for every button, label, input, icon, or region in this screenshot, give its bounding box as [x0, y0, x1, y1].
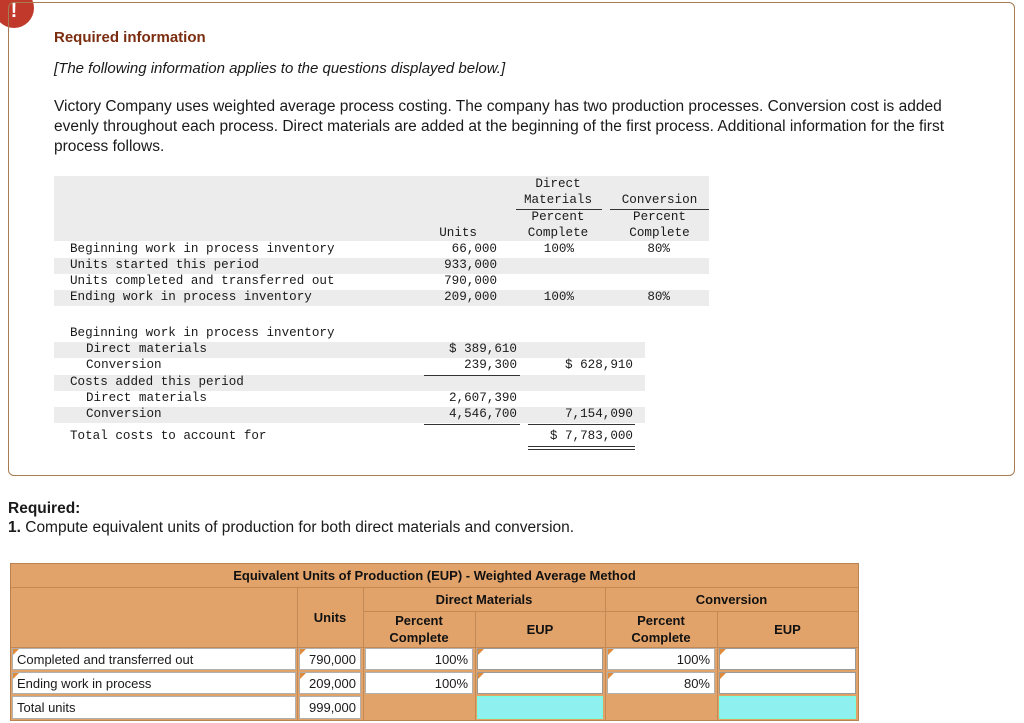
cv-pct-ending-input[interactable]: 80%	[607, 672, 715, 694]
percent-label: Percent	[395, 613, 443, 628]
row-dm-pct: 100%	[543, 242, 574, 256]
row-label-ending-wip[interactable]: Ending work in process	[12, 672, 296, 694]
cost-value: 239,300	[464, 358, 517, 372]
row-label: Units completed and transferred out	[70, 274, 335, 288]
cv-eup-completed-input[interactable]	[719, 648, 856, 670]
row-label: Units started this period	[70, 258, 259, 272]
row-cv-pct: 80%	[647, 290, 670, 304]
cv-eup-total-input[interactable]	[719, 696, 856, 719]
complete-label: Complete	[389, 630, 449, 645]
row-dm-pct: 100%	[543, 290, 574, 304]
row-units: 209,000	[444, 290, 497, 304]
dm-pct-ending-input[interactable]: 100%	[365, 672, 473, 694]
cost-value: 4,546,700	[448, 407, 517, 421]
eup-table	[10, 563, 859, 721]
cost-label: Conversion	[86, 407, 162, 421]
cv-header-line1: Conversion	[621, 193, 698, 207]
cv-percent-header	[605, 611, 717, 647]
row-label-completed[interactable]: Completed and transferred out	[12, 648, 296, 670]
row-units: 933,000	[444, 258, 497, 272]
eup-title: Equivalent Units of Production (EUP) - Weighted Average Method	[233, 568, 636, 583]
units-col-header: Units	[313, 609, 347, 625]
dm-eup-header: EUP	[526, 621, 554, 637]
units-ending-input[interactable]: 209,000	[299, 672, 361, 694]
row-units: 66,000	[451, 242, 497, 256]
cost-value: $ 389,610	[448, 342, 517, 356]
required-heading: Required:	[8, 500, 81, 517]
dm-eup-total-input[interactable]	[477, 696, 603, 719]
complete-label: Complete	[631, 630, 691, 645]
row-cv-pct: 80%	[647, 242, 670, 256]
cost-label: Total costs to account for	[70, 429, 267, 443]
total-units-value[interactable]: 999,000	[299, 696, 361, 719]
units-completed-input[interactable]: 790,000	[299, 648, 361, 670]
underline	[528, 449, 635, 450]
dm-header-line4: Complete	[527, 226, 589, 240]
required-information-subtitle: [The following information applies to the questions displayed below.]	[54, 60, 506, 77]
dm-header-line2: Materials	[523, 193, 593, 207]
underline	[424, 375, 520, 376]
dm-header-line3: Percent	[531, 210, 585, 224]
underline	[528, 424, 635, 425]
row-label: Beginning work in process inventory	[70, 242, 335, 256]
required-section	[8, 499, 574, 537]
required-text: Compute equivalent units of production for both direct materials and conversion.	[20, 519, 575, 536]
cost-value: 2,607,390	[448, 391, 517, 405]
units-header: Units	[439, 226, 477, 240]
cv-eup-header: EUP	[774, 621, 801, 637]
cost-subtotal: $ 628,910	[564, 358, 633, 372]
dm-group-header: Direct Materials	[435, 591, 533, 607]
cv-header-line3: Complete	[629, 226, 690, 240]
percent-label: Percent	[637, 613, 685, 628]
required-information-title: Required information	[54, 29, 206, 46]
dm-pct-completed-input[interactable]: 100%	[365, 648, 473, 670]
cost-label: Conversion	[86, 358, 162, 372]
cv-pct-completed-input[interactable]: 100%	[607, 648, 715, 670]
dm-percent-header	[363, 611, 475, 647]
underline	[528, 446, 635, 447]
problem-description: Victory Company uses weighted average process costing. The company has two production processes. Conversion cost is added evenly throughout each process. Direct materials are added at the beginning of the first process. Additional information for the first process follows.	[54, 98, 945, 155]
cost-subtotal: 7,154,090	[564, 407, 633, 421]
cost-label: Direct materials	[86, 342, 207, 356]
row-units: 790,000	[444, 274, 497, 288]
dm-header-line1: Direct	[535, 177, 581, 191]
alert-icon: !	[0, 0, 34, 28]
dm-eup-ending-input[interactable]	[477, 672, 603, 694]
row-label: Ending work in process inventory	[70, 290, 312, 304]
total-units-label: Total units	[12, 696, 296, 719]
cost-label: Beginning work in process inventory	[70, 326, 335, 340]
cv-group-header: Conversion	[695, 591, 768, 607]
cv-header-line2: Percent	[633, 210, 686, 224]
dm-eup-completed-input[interactable]	[477, 648, 603, 670]
cv-eup-ending-input[interactable]	[719, 672, 856, 694]
cost-label: Costs added this period	[70, 375, 244, 389]
cost-label: Direct materials	[86, 391, 207, 405]
required-number: 1.	[8, 519, 21, 536]
underline	[424, 424, 520, 425]
cost-total: $ 7,783,000	[549, 429, 633, 443]
